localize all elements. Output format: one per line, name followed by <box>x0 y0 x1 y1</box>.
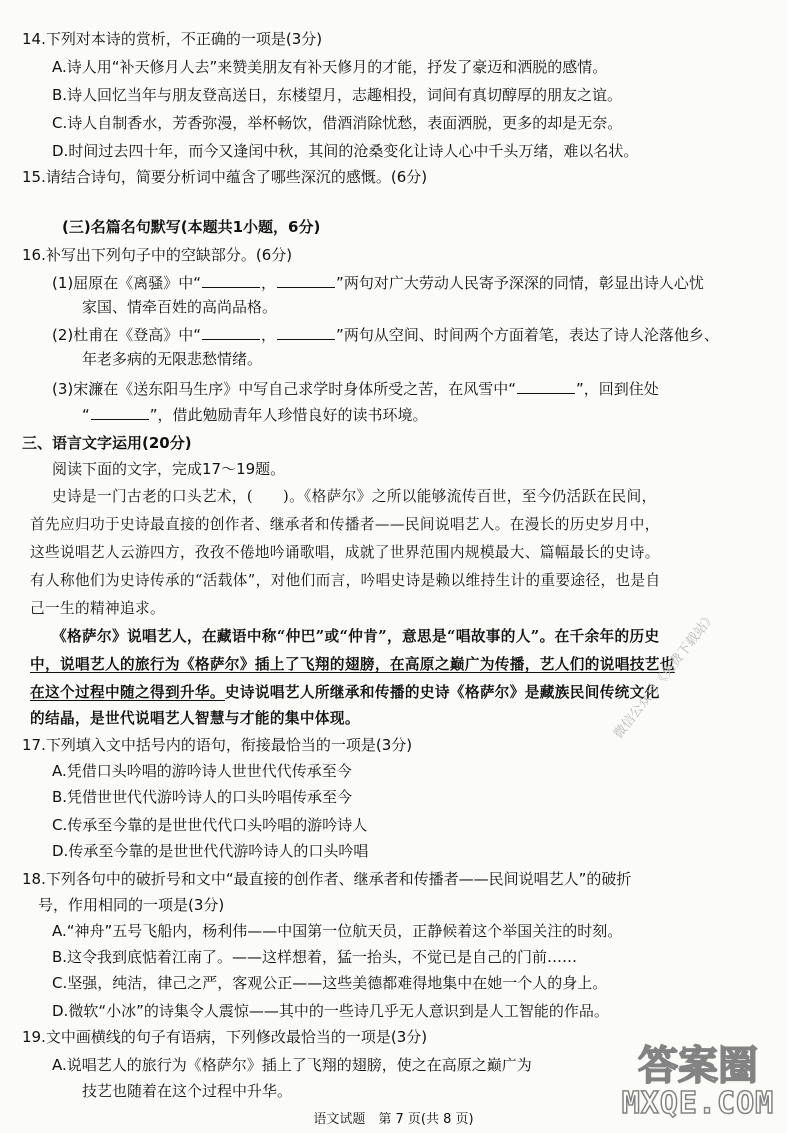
answer-blank <box>277 273 335 288</box>
answer-blank <box>91 405 149 420</box>
passage-p1-line3: 这些说唱艺人云游四方，孜孜不倦地吟诵歌唱，成就了世界范围内规模最大、篇幅最长的史诗。 <box>30 544 660 561</box>
passage-p2-line1: 《格萨尔》说唱艺人，在藏语中称“仲巴”或“仲肯”，意思是“唱故事的人”。在千余年的历史 <box>52 628 660 645</box>
q15-stem: 15.请结合诗句，简要分析词中蕴含了哪些深沉的感慨。(6分) <box>22 168 428 186</box>
q14-option-a: A.诗人用“补天修月人去”来赞美朋友有补天修月的才能，抒发了豪迈和洒脱的感情。 <box>52 58 608 76</box>
q17-stem: 17.下列填入文中括号内的语句，衔接最恰当的一项是(3分) <box>22 736 413 754</box>
answer-blank <box>277 325 335 340</box>
q16-item-2-cont: 年老多病的无限悲愁情绪。 <box>82 350 263 368</box>
site-logo-watermark <box>612 1030 784 1130</box>
q17-option-a: A.凭借口头吟唱的游吟诗人世世代代传承至今 <box>52 762 352 780</box>
q18-option-d: D.微软“小冰”的诗集令人震惊——其中的一些诗几乎无人意识到是人工智能的作品。 <box>52 1002 609 1020</box>
q16-item-3-cont: “ ”，借此勉励青年人珍惜良好的读书环境。 <box>82 406 428 424</box>
q18-option-b: B.这令我到底惦着江南了。——这样想着，猛一抬头，不觉已是自己的门前…… <box>52 948 578 966</box>
q17-option-b: B.凭借世世代代游吟诗人的口头吟唱传承至今 <box>52 788 353 806</box>
logo-en-text: MXQE.COM <box>621 1086 775 1121</box>
q16-item-2: (2)杜甫在《登高》中“ ， ”两句从空间、时间两个方面着笔，表达了诗人沦落他乡、 <box>52 326 719 344</box>
q18-stem-line1: 18.下列各句中的破折号和文中“最直接的创作者、继承者和传播者——民间说唱艺人”的破折 <box>22 870 632 888</box>
wechat-watermark: 微信公众号《免费下载站》 <box>611 609 720 742</box>
logo-cn-text: 答案圈 <box>638 1043 758 1089</box>
passage-p1-line2: 首先应归功于史诗最直接的创作者、继承者和传播者——民间说唱艺人。在漫长的历史岁月中， <box>30 516 660 533</box>
part3-intro: 阅读下面的文字，完成17～19题。 <box>52 460 286 478</box>
q16-item-1-cont: 家国、情牵百姓的高尚品格。 <box>82 298 278 316</box>
q14-option-b: B.诗人回忆当年与朋友登高送日，东楼望月，志趣相投，词间有真切醇厚的朋友之谊。 <box>52 86 623 104</box>
q17-option-c: C.传承至今靠的是世世代代口头吟唱的游吟诗人 <box>52 816 368 834</box>
page-footer: 语文试题 第 7 页(共 8 页) <box>313 1112 474 1127</box>
q14-option-c: C.诗人自制香水，芳香弥漫，举杯畅饮，借酒消除忧愁，表面洒脱，更多的却是无奈。 <box>52 114 623 132</box>
passage-p1-line1: 史诗是一门古老的口头艺术，( )。《格萨尔》之所以能够流传百世，至今仍活跃在民间， <box>52 488 657 505</box>
q19-option-a-line1: A.说唱艺人的旅行为《格萨尔》插上了飞翔的翅膀，使之在高原之巅广为 <box>52 1056 532 1074</box>
q14-stem: 14.下列对本诗的赏析，不正确的一项是(3分) <box>22 30 323 48</box>
passage-p1-line4: 有人称他们为史诗传承的“活载体”，对他们而言，吟唱史诗是赖以维持生计的重要途径，也是自 <box>30 572 661 589</box>
q16-stem: 16.补写出下列句子中的空缺部分。(6分) <box>22 246 293 264</box>
part3-heading: 三、语言文字运用(20分) <box>22 434 192 452</box>
q19-option-a-line2: 技艺也随着在这个过程中升华。 <box>82 1082 293 1100</box>
q16-item-1: (1)屈原在《离骚》中“ ， ”两句对广大劳动人民寄予深深的同情，彰显出诗人心忧 <box>52 274 704 292</box>
answer-blank <box>202 325 260 340</box>
q17-option-d: D.传承至今靠的是世世代代游吟诗人的口头吟唱 <box>52 842 369 860</box>
passage-p2-line4: 的结晶，是世代说唱艺人智慧与才能的集中体现。 <box>30 710 360 727</box>
q18-option-a: A.“神舟”五号飞船内，杨利伟——中国第一位航天员，正静候着这个举国关注的时刻。 <box>52 922 623 940</box>
passage-p1-line5: 己一生的精神追求。 <box>30 600 165 617</box>
q18-stem-line2: 号，作用相同的一项是(3分) <box>38 896 225 914</box>
answer-blank <box>517 379 575 394</box>
section-heading-recitation: (三)名篇名句默写(本题共1小题，6分) <box>62 218 321 236</box>
passage-p2-line2-underlined: 中，说唱艺人的旅行为《格萨尔》插上了飞翔的翅膀，在高原之巅广为传播，艺人们的说唱技艺也 <box>30 656 675 673</box>
q18-option-c: C.坚强，纯洁，律己之严，客观公正——这些美德都难得地集中在她一个人的身上。 <box>52 974 608 992</box>
answer-blank <box>202 273 260 288</box>
q19-stem: 19.文中画横线的句子有语病，下列修改最恰当的一项是(3分) <box>22 1028 428 1046</box>
q16-item-3: (3)宋濂在《送东阳马生序》中写自己求学时身体所受之苦，在风雪中“ ”，回到住处 <box>52 380 659 398</box>
passage-p2-line3: 在这个过程中随之得到升华。史诗说唱艺人所继承和传播的史诗《格萨尔》是藏族民间传统文化 <box>30 684 660 701</box>
q14-option-d: D.时间过去四十年，而今又逢闰中秋，其间的沧桑变化让诗人心中千头万绪，难以名状。 <box>52 142 639 160</box>
underlined-sentence-end: 在这个过程中随之得到升华。 <box>30 684 225 701</box>
